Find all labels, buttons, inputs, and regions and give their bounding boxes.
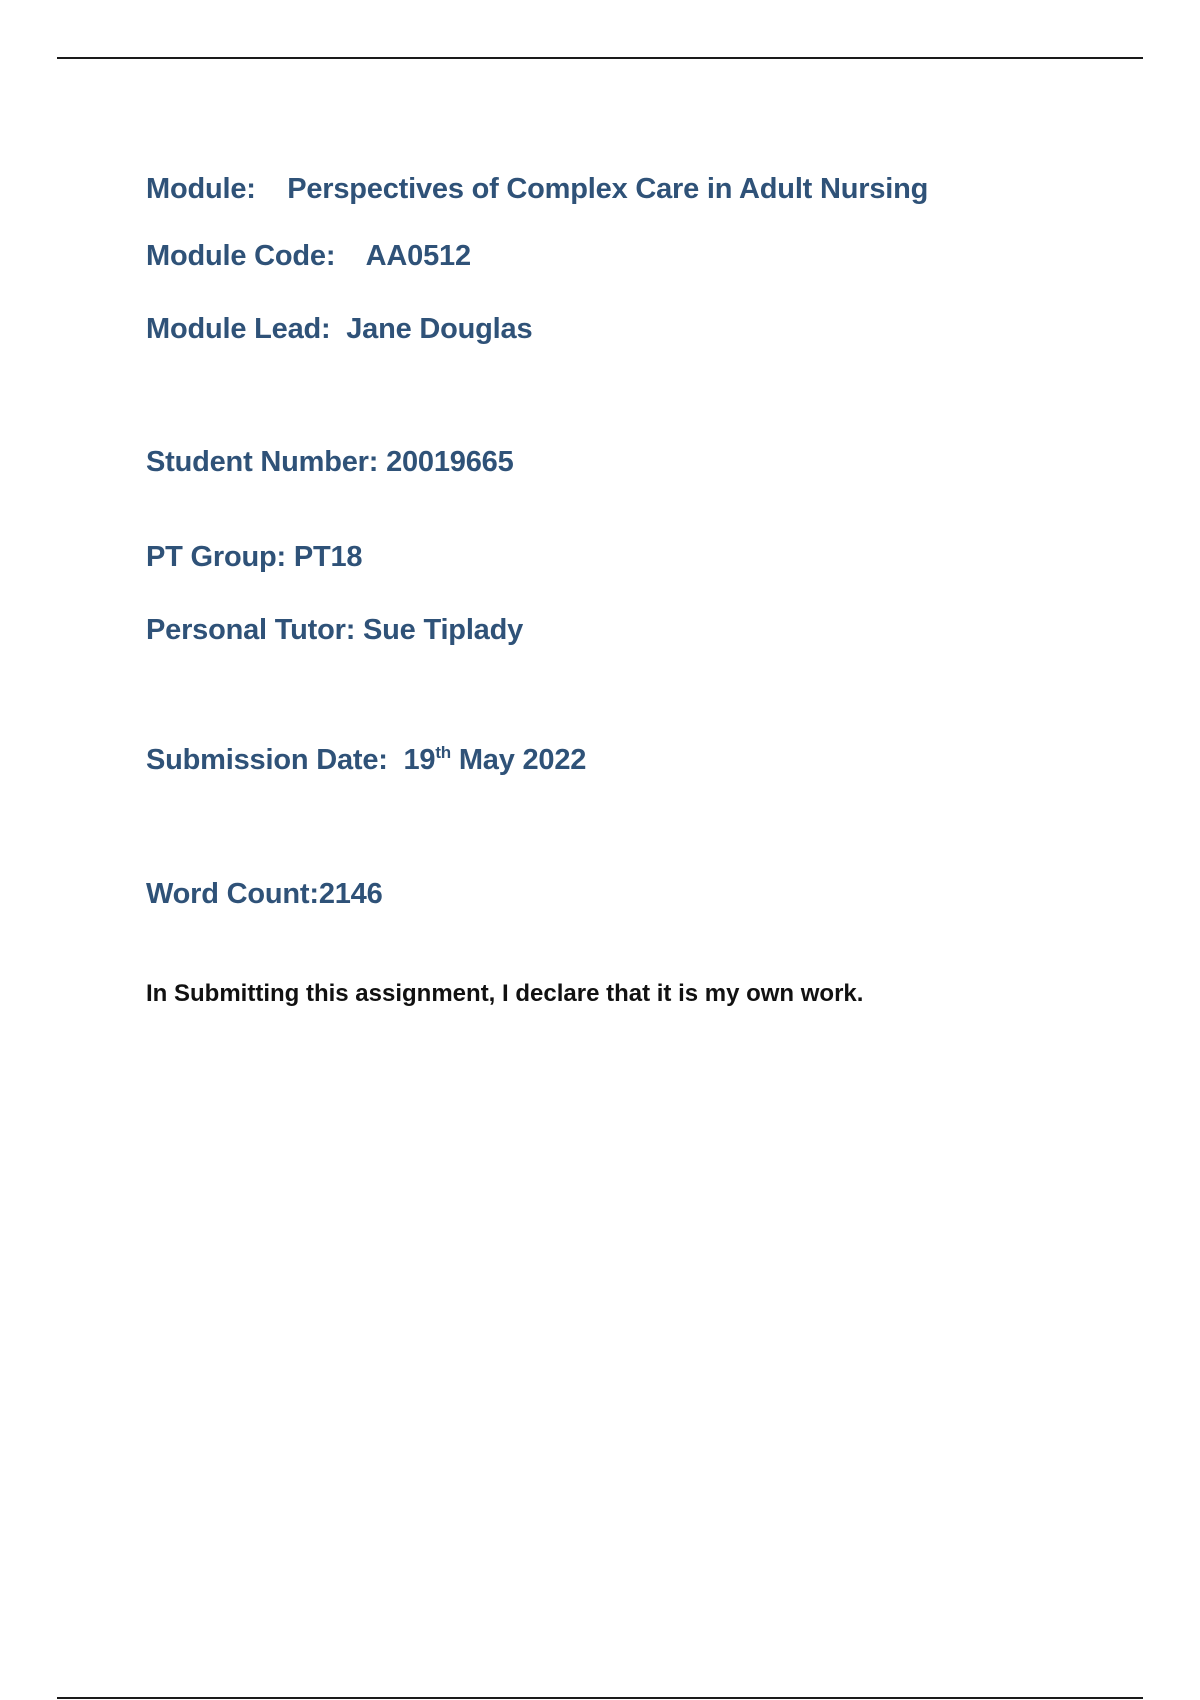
submission-date-rest: May 2022	[458, 744, 587, 776]
module-code-value: AA0512	[365, 240, 471, 272]
module-lead-label: Module Lead:	[146, 313, 331, 345]
footer-rule	[57, 1697, 1143, 1699]
personal-tutor-label: Personal Tutor:	[146, 614, 356, 646]
personal-tutor-line	[146, 616, 523, 645]
module-label: Module:	[146, 173, 256, 205]
module-line	[146, 175, 928, 204]
module-code-line	[146, 242, 471, 271]
declaration-text: In Submitting this assignment, I declare that it is my own work.	[146, 980, 864, 1007]
module-value: Perspectives of Complex Care in Adult Nursing	[287, 173, 929, 205]
module-lead-line	[146, 315, 532, 344]
header-rule	[57, 57, 1143, 59]
submission-date-label: Submission Date:	[146, 744, 388, 776]
submission-date-day: 19	[403, 744, 436, 776]
module-lead-value: Jane Douglas	[346, 313, 533, 345]
student-number-value: 20019665	[386, 446, 514, 478]
word-count-value: 2146	[318, 878, 383, 910]
word-count-label: Word Count:	[146, 878, 319, 910]
pt-group-value: PT18	[293, 541, 363, 573]
submission-date-suffix: th	[435, 742, 451, 762]
personal-tutor-value: Sue Tiplady	[363, 614, 524, 646]
student-number-line	[146, 448, 514, 477]
student-number-label: Student Number:	[146, 446, 379, 478]
submission-date-line	[146, 742, 587, 776]
pt-group-line	[146, 543, 362, 572]
word-count-line	[146, 880, 383, 909]
pt-group-label: PT Group:	[146, 541, 286, 573]
module-code-label: Module Code:	[146, 240, 336, 272]
